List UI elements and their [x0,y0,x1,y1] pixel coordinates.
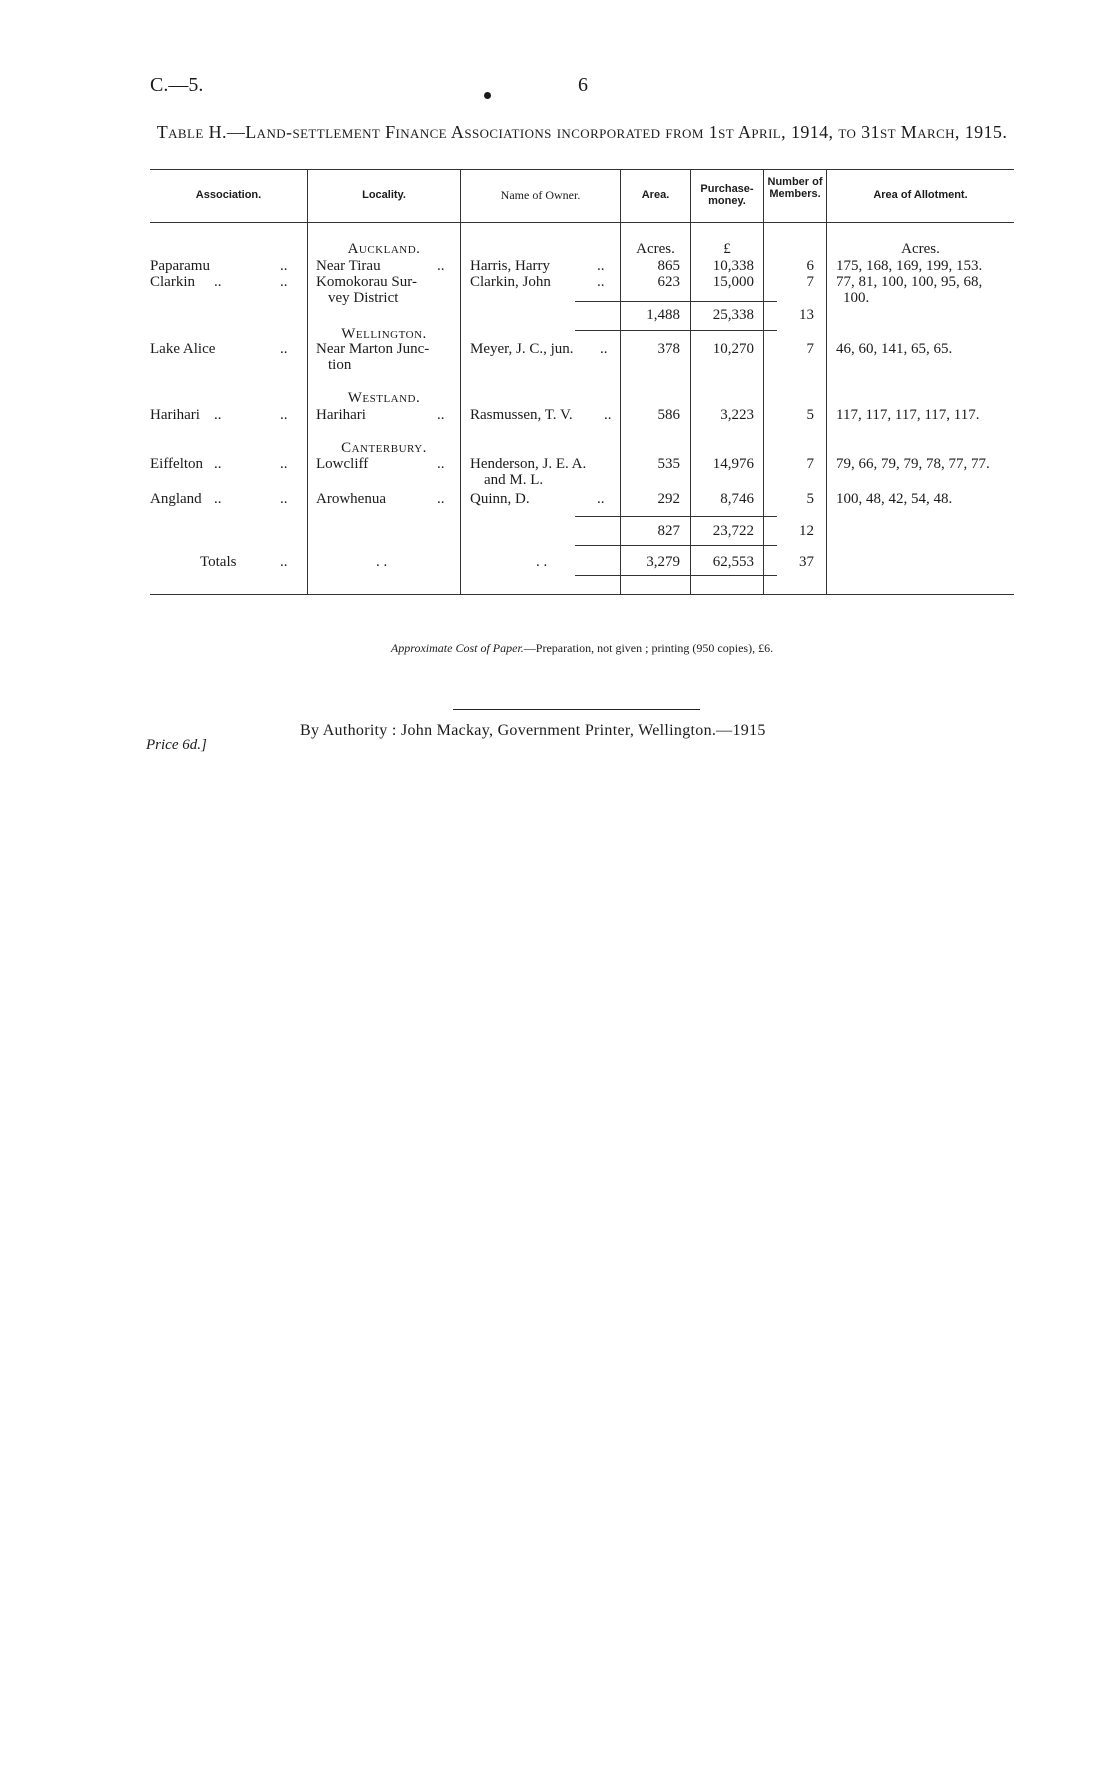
subtotal-purchase-money: 25,338 [712,307,754,323]
locality-continued: tion [328,357,352,373]
total-members: 37 [799,554,814,570]
column-rule [307,169,308,594]
subtotal-purchase-money: 23,722 [712,523,754,539]
purchase-money-value: 3,223 [720,407,754,423]
association-name: Lake Alice [150,341,216,357]
allotment-value: 79, 66, 79, 79, 78, 77, 77. [836,456,990,472]
members-value: 7 [806,341,814,357]
locality: Arowhenua [316,491,386,507]
region-heading-westland: Westland. [347,390,421,406]
locality: Komokorau Sur- [316,274,417,290]
subtotal-members: 13 [799,307,814,323]
settlement-table [150,169,1014,594]
page-number: 6 [578,74,588,96]
column-rule [460,169,461,594]
allotment-value: 117, 117, 117, 117, 117. [836,407,980,423]
header-area: Area. [641,189,670,201]
leader-dots: .. [280,341,288,357]
association-name: Eiffelton [150,456,204,472]
leader-dots: .. [597,491,605,507]
footer-rule [453,709,700,710]
totals-label: Totals [200,554,237,570]
leader-dots: .. [214,456,222,472]
allotment-value: 175, 168, 169, 199, 153. [836,258,983,274]
area-value: 623 [657,274,680,290]
leader-dots: .. [280,407,288,423]
price: Price 6d.] [146,737,207,753]
header-owner: Name of Owner. [500,188,581,202]
money-unit: £ [723,241,731,257]
association-name: Paparamu [150,258,210,274]
region-heading-auckland: Auckland. [347,241,421,257]
purchase-money-value: 10,270 [712,341,754,357]
locality: Near Marton Junc- [316,341,430,357]
region-heading-canterbury: Canterbury. [341,440,427,456]
owner-name: Quinn, D. [470,491,530,507]
table-title: Table H.—Land-settlement Finance Associations incorporated from 1st April, 1914, to 31st March, 1915. [156,122,1008,142]
allotment-value-continued: 100. [843,290,870,306]
header-allotment: Area of Allotment. [873,189,968,201]
header-locality: Locality. [362,189,406,201]
leader-dots: .. [600,341,608,357]
members-value: 7 [806,274,814,290]
members-value: 6 [806,258,814,274]
area-value: 865 [657,258,680,274]
totals-rule [575,575,777,576]
column-rule [826,169,827,594]
purchase-money-value: 14,976 [712,456,754,472]
purchase-money-value: 10,338 [712,258,754,274]
leader-dots: .. [437,456,445,472]
association-name: Clarkin [150,274,195,290]
leader-dots: .. [437,407,445,423]
purchase-money-value: 8,746 [720,491,754,507]
leader-dots: .. [280,456,288,472]
leader-dots: .. [214,274,222,290]
association-name: Harihari [150,407,200,423]
header-purchase-money: Purchase-money. [700,183,754,207]
leader-dots: .. [597,258,605,274]
members-value: 5 [806,407,814,423]
cost-note-label: Approximate Cost of Paper. [390,641,524,655]
area-value: 586 [657,407,680,423]
subtotal-rule-bottom [575,330,777,331]
allotment-value: 46, 60, 141, 65, 65. [836,341,953,357]
header-association: Association. [195,189,262,201]
subtotal-members: 12 [799,523,814,539]
cost-note [150,641,1014,656]
total-purchase-money: 62,553 [712,554,754,570]
subtotal-rule-bottom [575,545,777,546]
leader-dots: .. [280,274,288,290]
table-top-rule [150,169,1014,170]
locality-continued: vey District [328,290,399,306]
locality: Lowcliff [316,456,369,472]
area-value: 378 [657,341,680,357]
area-value: 292 [657,491,680,507]
owner-name: Clarkin, John [470,274,551,290]
document-reference: C.—5. [150,74,204,96]
members-value: 7 [806,456,814,472]
region-heading-wellington: Wellington. [341,326,427,342]
leader-dots: .. [280,554,288,570]
locality: Harihari [316,407,366,423]
association-name: Angland [150,491,202,507]
header-bottom-rule [150,222,1014,223]
total-area: 3,279 [646,554,680,570]
leader-dots: .. [437,491,445,507]
subtotal-area: 827 [657,523,680,539]
owner-name: Meyer, J. C., jun. [470,341,574,357]
leader-dots: .. [214,491,222,507]
owner-name: Rasmussen, T. V. [470,407,573,423]
leader-dots: .. [214,407,222,423]
members-value: 5 [806,491,814,507]
allotment-value: 77, 81, 100, 100, 95, 68, [836,274,983,290]
leader-dots: .. [604,407,612,423]
subtotal-rule-top [575,516,777,517]
locality: Near Tirau [316,258,381,274]
leader-dots: .. [597,274,605,290]
cost-note-text: —Preparation, not given ; printing (950 copies), £6. [523,641,774,655]
allotment-unit: Acres. [901,241,940,257]
printer-mark [484,92,491,99]
owner-name-continued: and M. L. [484,472,544,488]
leader-dots: .. [280,258,288,274]
subtotal-area: 1,488 [646,307,680,323]
owner-name: Henderson, J. E. A. [470,456,587,472]
area-unit: Acres. [636,241,675,257]
leader-dots: .. [437,258,445,274]
printer-authority: By Authority : John Mackay, Government Printer, Wellington.—1915 [300,722,766,739]
owner-name: Harris, Harry [470,258,550,274]
leader-dots: .. [280,491,288,507]
leader-dots: . . [536,554,548,570]
area-value: 535 [657,456,680,472]
purchase-money-value: 15,000 [712,274,754,290]
table-bottom-rule [150,594,1014,595]
subtotal-rule-top [575,301,777,302]
allotment-value: 100, 48, 42, 54, 48. [836,491,953,507]
header-members: Number of Members. [767,176,823,200]
leader-dots: . . [376,554,388,570]
